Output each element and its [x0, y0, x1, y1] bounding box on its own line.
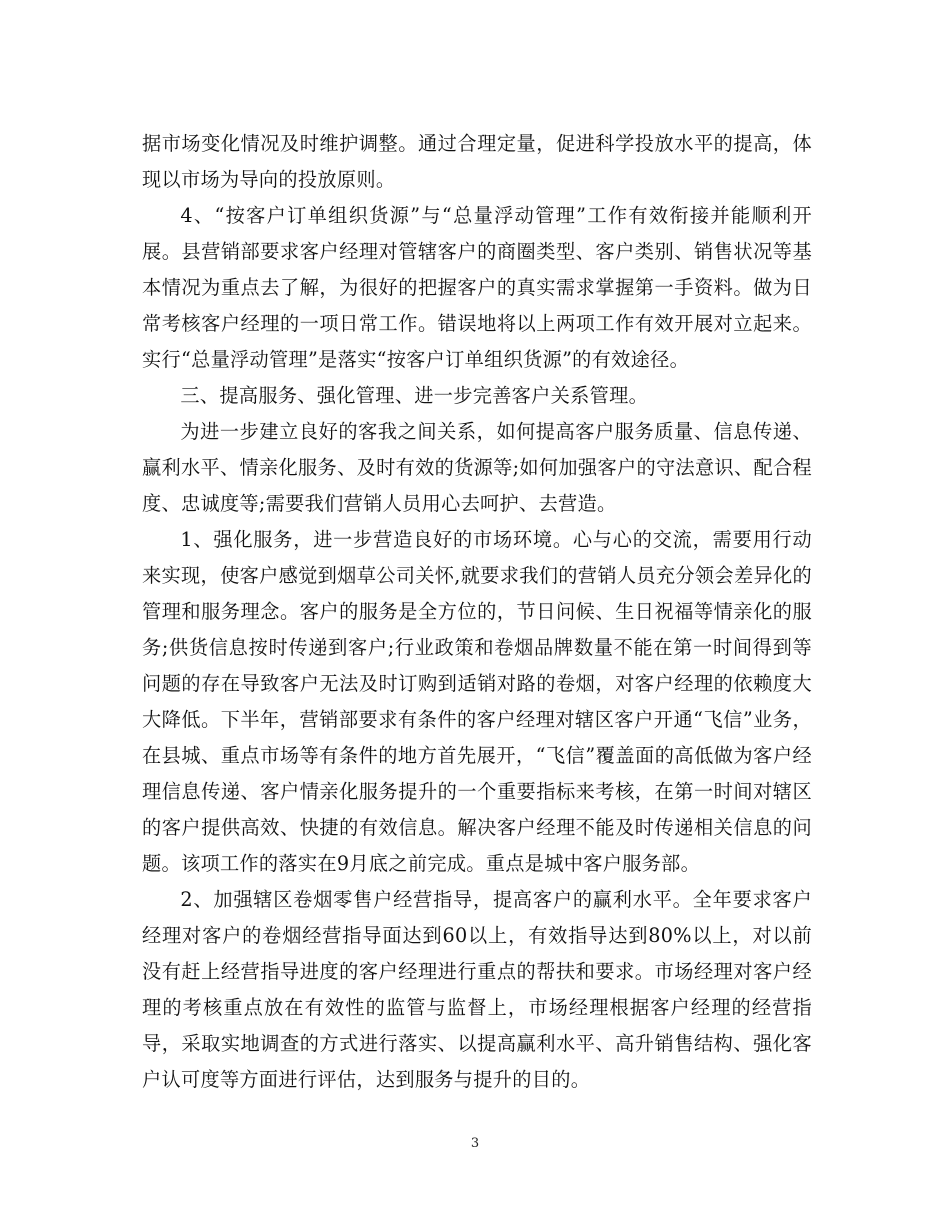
paragraph-item-4: 4、“按客户订单组织货源”与“总量浮动管理”工作有效衔接并能顺利开展。县营销部要求客户经理对管辖客户的商圈类型、客户类别、销售状况等基本情况为重点去了解，为很好的把握客户的真实需求掌握第一手资料。做为日常考核客户经理的一项日常工作。错误地将以上两项工作有效开展对立起来。实行“总量浮动管理”是落实“按客户订单组织货源”的有效途径。 [142, 204, 812, 371]
section-heading-3: 三、提高服务、强化管理、进一步完善客户关系管理。 [180, 384, 649, 407]
paragraph-continuation: 据市场变化情况及时维护调整。通过合理定量，促进科学投放水平的提高，体现以市场为导向的投放原则。 [142, 132, 812, 191]
paragraph-section-intro: 为进一步建立良好的客我之间关系，如何提高客户服务质量、信息传递、赢利水平、情亲化服务、及时有效的货源等;如何加强客户的守法意识、配合程度、忠诚度等;需要我们营销人员用心去呵护、去营造。 [142, 420, 812, 515]
document-body [142, 126, 812, 1098]
paragraph-item-2: 2、加强辖区卷烟零售户经营指导，提高客户的赢利水平。全年要求客户经理对客户的卷烟经营指导面达到60以上，有效指导达到80%以上，对以前没有赶上经营指导进度的客户经理进行重点的帮扶和要求。市场经理对客户经理的考核重点放在有效性的监管与监督上，市场经理根据客户经理的经营指导，采取实地调查的方式进行落实、以提高赢利水平、高升销售结构、强化客户认可度等方面进行评估，达到服务与提升的目的。 [142, 888, 812, 1091]
page-number: 3 [470, 1136, 480, 1151]
paragraph-item-1: 1、强化服务，进一步营造良好的市场环境。心与心的交流，需要用行动来实现，使客户感觉到烟草公司关怀,就要求我们的营销人员充分领会差异化的管理和服务理念。客户的服务是全方位的，节日问候、生日祝福等情亲化的服务;供货信息按时传递到客户;行业政策和卷烟品牌数量不能在第一时间得到等问题的存在导致客户无法及时订购到适销对路的卷烟，对客户经理的依赖度大大降低。下半年，营销部要求有条件的客户经理对辖区客户开通“飞信”业务，在县城、重点市场等有条件的地方首先展开，“飞信”覆盖面的高低做为客户经理信息传递、客户情亲化服务提升的一个重要指标来考核，在第一时间对辖区的客户提供高效、快捷的有效信息。解决客户经理不能及时传递相关信息的问题。该项工作的落实在9月底之前完成。重点是城中客户服务部。 [142, 528, 812, 875]
